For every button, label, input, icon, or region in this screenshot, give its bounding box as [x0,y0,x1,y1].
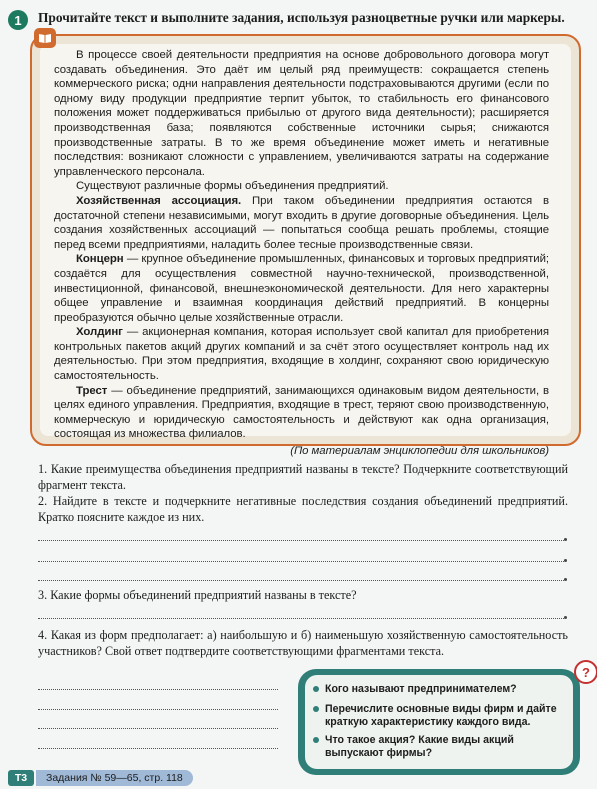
question-mark-icon: ? [574,660,597,684]
assignments-reference: Задания № 59—65, стр. 118 [36,770,193,786]
review-item [325,734,565,760]
paragraph-trust [54,384,549,442]
term-association: Хозяйственная ассоциация. [76,194,242,207]
term-trust: Трест [76,384,108,397]
review-item-text: Кого называют предпринимателем? [325,683,517,695]
term-concern: Концерн [76,253,124,266]
bullet-icon [313,737,319,743]
term-holding: Холдинг [76,326,123,339]
answer-line[interactable] [38,709,278,710]
paragraph-association [54,194,549,252]
answer-line[interactable] [38,689,278,690]
book-icon [34,28,56,48]
review-item-text: Что такое акция? Какие виды акций выпускают фирмы? [325,734,514,759]
review-questions-box [298,669,580,775]
question-1: 1. Какие преимущества объединения предприятий названы в тексте? Подчеркните соответствующий фрагмент текста. [38,462,568,492]
question-4: 4. Какая из форм предполагает: а) наибольшую и б) наименьшую хозяйственную самостоятельность участников? Свой ответ подтвердите соответствующими фрагментами текста. [38,628,568,658]
source-citation: (По материалам энциклопедии для школьников) [290,445,549,458]
review-item [325,683,565,696]
task-number-badge: 1 [8,10,28,30]
review-questions-inner [305,675,573,769]
reading-text [54,48,549,459]
question-2: 2. Найдите в тексте и подчеркните негативные последствия создания объединений предприятий. Кратко поясните каждое из них. [38,494,568,524]
holding-text: — акционерная компания, которая использует свой капитал для приобретения контрольных пакетов акций других компаний и за счёт этого осуществляет контроль над их деятельностью. При этом предприятия, входящие в холдинг, сохраняют свою юридическую самостоятельность. [54,326,549,383]
answer-line[interactable] [38,580,564,581]
bullet-icon [313,686,319,692]
answer-line[interactable] [38,540,564,541]
association-text: При таком объединении предприятия остаются в достаточной степени независимыми, могут входить в другие договорные объединения. Цель создания хозяйственных ассоциаций — попытаться сообща решать проблемы, стоящие перед всеми предприятиями, наладить более тесные производственные связи. [54,194,549,251]
task-title: Прочитайте текст и выполните задания, используя разноцветные ручки или маркеры. [38,10,565,25]
paragraph-forms: Существуют различные формы объединения предприятий. [76,180,389,193]
page-label: Т3 [8,770,34,786]
paragraph-concern [54,252,549,325]
answer-line[interactable] [38,728,278,729]
answer-line[interactable] [38,561,564,562]
paragraph-holding [54,325,549,383]
concern-text: — крупное объединение промышленных, финансовых и торговых предприятий; создаётся для осуществления совместной научно-технической, производственной, инвестиционной, финансовой, внешнеэкономической деятельности. Для него характерны общее управление и взаимная координация действий предприятий. В концерны преобразуются обычно целые хозяйственные отрасли. [54,253,549,324]
bullet-icon [313,706,319,712]
answer-line[interactable] [38,618,564,619]
paragraph-intro: В процессе своей деятельности предприятия на основе добровольного договора могут создавать объединения. Это даёт им целый ряд преимуществ: сокращается степень коммерческого риска; одни направления деятельности подстраховываются другими (если по одному виду продукции предприятие терпит убыток, то стабильность его финансового положения может поддерживаться прибылью от другого вида деятельности); расширяется производственная база; появляются собственные источники сырья; снижаются производственные затраты. В то же время объединение может иметь и негативные последствия: возникают сложности с управлением, увеличиваются затраты на содержание управленческого персонала. [54,49,549,178]
review-item [325,703,565,729]
review-item-text: Перечислите основные виды фирм и дайте краткую характеристику каждого вида. [325,703,557,728]
question-3: 3. Какие формы объединений предприятий названы в тексте? [38,588,357,602]
answer-line[interactable] [38,748,278,749]
trust-text: — объединение предприятий, занимающихся одинаковым видом деятельности, в целях единого управления. Предприятия, входящие в трест, теряют свою производственную, коммерческую и юридическую самостоятельность и действуют как одна организация, состоящая из множества филиалов. [54,384,549,441]
